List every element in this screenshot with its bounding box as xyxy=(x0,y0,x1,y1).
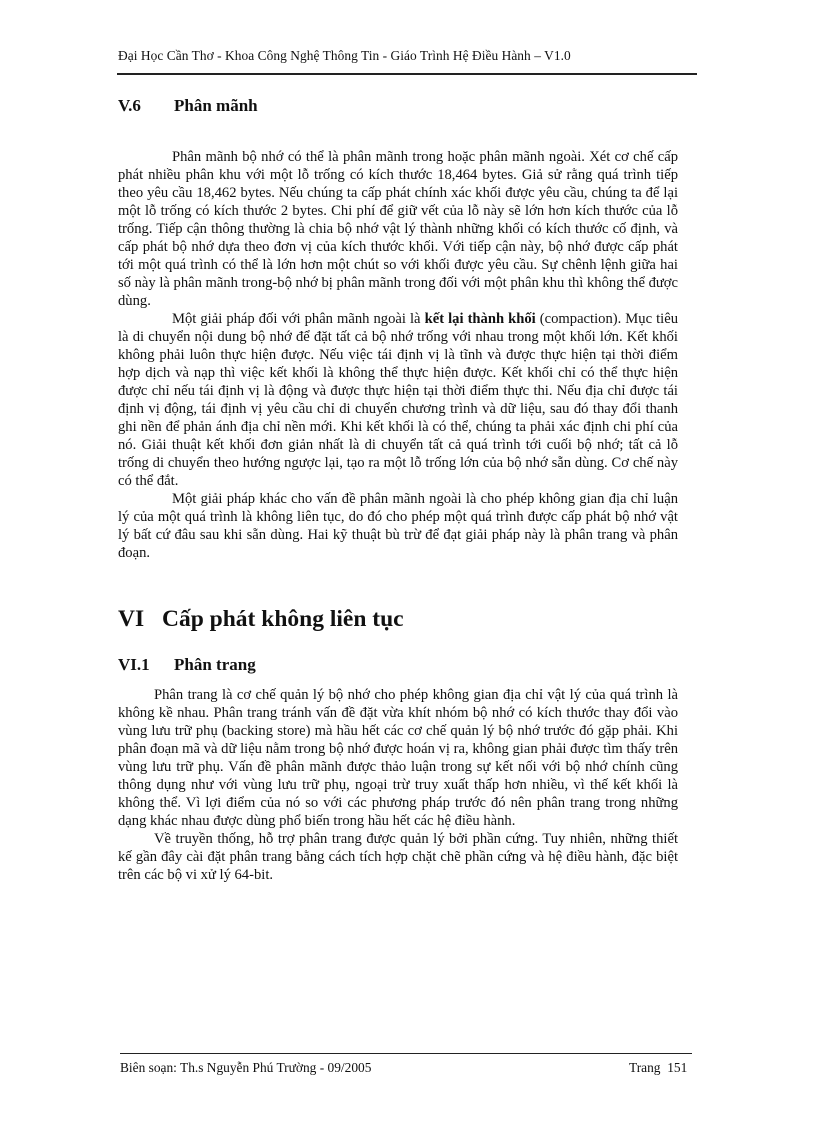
footer-divider xyxy=(120,1053,692,1054)
paragraph: Về truyền thống, hỗ trợ phân trang được quản lý bởi phần cứng. Tuy nhiên, những thiết kế gần đây cài đặt phân trang bằng cách tích hợp chặt chẽ phần cứng và hệ điều hành, đặc biệt trên các bộ vi xử lý 64-bit. xyxy=(118,831,678,883)
header-divider xyxy=(117,73,697,75)
bold-term: kết lại thành khối xyxy=(424,311,536,327)
section-v6-body xyxy=(118,148,678,562)
page-label: Trang xyxy=(629,1060,661,1075)
footer-page xyxy=(629,1060,687,1076)
paragraph-text: Một giải pháp đối với phân mãnh ngoài là xyxy=(172,311,425,327)
page-header: Đại Học Cần Thơ - Khoa Công Nghệ Thông Tin - Giáo Trình Hệ Điều Hành – V1.0 xyxy=(118,48,571,63)
section-heading-v6 xyxy=(118,96,688,116)
section-number: V.6 xyxy=(118,96,141,115)
section-vi1-body xyxy=(118,686,678,884)
paragraph: Một giải pháp khác cho vấn đề phân mãnh ngoài là cho phép không gian địa chỉ luận lý của một quá trình là không liên tục, do đó cho phép một quá trình được cấp phát bộ nhớ vật lý bất cứ đâu sau khi sẵn dùng. Hai kỹ thuật bù trừ để đạt giải pháp này là phân trang và phân đoạn. xyxy=(118,491,678,561)
chapter-heading-vi xyxy=(118,606,688,633)
paragraph-text: (compaction). Mục tiêu là di chuyển nội dung bộ nhớ để đặt tất cả bộ nhớ trống với nhau trong một khối lớn. Kết khối không phải luôn thực hiện được. Nếu việc tái định vị là tĩnh và được thực hiện tại thời điểm hợp dịch và nạp thì việc kết khối là không thể thực hiện được. Kết khối chỉ có thể thực hiện được chỉ nếu tái định vị là động và được thực hiện tại thời điểm thực thi. Nếu địa chỉ được tái định vị động, tái định vị yêu cầu chỉ di chuyển chương trình và dữ liệu, sau đó thay đổi thanh ghi nền để phản ánh địa chỉ nền mới. Khi kết khối là có thể, chúng ta phải xác định chi phí của nó. Giải thuật kết khối đơn giản nhất là di chuyển tất cả quá trình tới cuối bộ nhớ; tất cả lỗ trống di chuyển theo hướng ngược lại, tạo ra một lỗ trống lớn của bộ nhớ sẵn dùng. Cơ chế này có thể đắt. xyxy=(118,311,678,489)
paragraph: Phân mãnh bộ nhớ có thể là phân mãnh trong hoặc phân mãnh ngoài. Xét cơ chế cấp phát nhiều phân khu với một lỗ trống có kích thước 18,464 bytes. Giả sử rằng quá trình tiếp theo yêu cầu 18,462 bytes. Nếu chúng ta cấp phát chính xác khối được yêu cầu, chúng ta để lại một lỗ trống có kích thước 2 bytes. Chi phí để giữ vết của lỗ này sẽ lớn hơn kích thước của lỗ trống. Tiếp cận thông thường là chia bộ nhớ vật lý thành những khối có kích thước cố định, và cấp phát bộ nhớ dựa theo đơn vị của kích thước khối. Với tiếp cận này, bộ nhớ được cấp phát tới một quá trình có thể là lớn hơn một chút so với khối được yêu cầu. Sự chênh lệnh giữa hai số này là phân mãnh trong-bộ nhớ bị phân mãnh trong đối với một phân khu thì không thể được dùng. xyxy=(118,149,679,309)
section-title: Phân mãnh xyxy=(174,96,258,115)
paragraph xyxy=(118,310,678,490)
section-heading-vi1 xyxy=(118,655,688,675)
chapter-title: Cấp phát không liên tục xyxy=(162,606,404,632)
section-title: Phân trang xyxy=(174,655,256,674)
page-number: 151 xyxy=(667,1060,688,1075)
section-number: VI.1 xyxy=(118,655,150,674)
chapter-number: VI xyxy=(118,606,145,632)
paragraph: Phân trang là cơ chế quản lý bộ nhớ cho phép không gian địa chỉ vật lý của quá trình là không kề nhau. Phân trang tránh vấn đề đặt vừa khít nhóm bộ nhớ có kích thước thay đổi vào vùng lưu trữ phụ (backing store) mà hầu hết các cơ chế quản lý bộ nhớ trước đó gặp phải. Khi phân đoạn mã và dữ liệu nằm trong bộ nhớ được hoán vị ra, không gian phải được tìm thấy trên vùng lưu trữ phụ. Vấn đề phân mãnh được thảo luận trong sự kết nối với bộ nhớ chính cũng thông dụng như với vùng lưu trữ phụ, ngoại trừ truy xuất thấp hơn nhiều, vì thế kết khối là không thể. Vì lợi điểm của nó so với các phương pháp trước đó nên phân trang trong những dạng khác nhau được dùng phổ biến trong hầu hết các hệ điều hành. xyxy=(118,687,678,829)
footer-author: Biên soạn: Th.s Nguyễn Phú Trường - 09/2005 xyxy=(120,1060,372,1075)
